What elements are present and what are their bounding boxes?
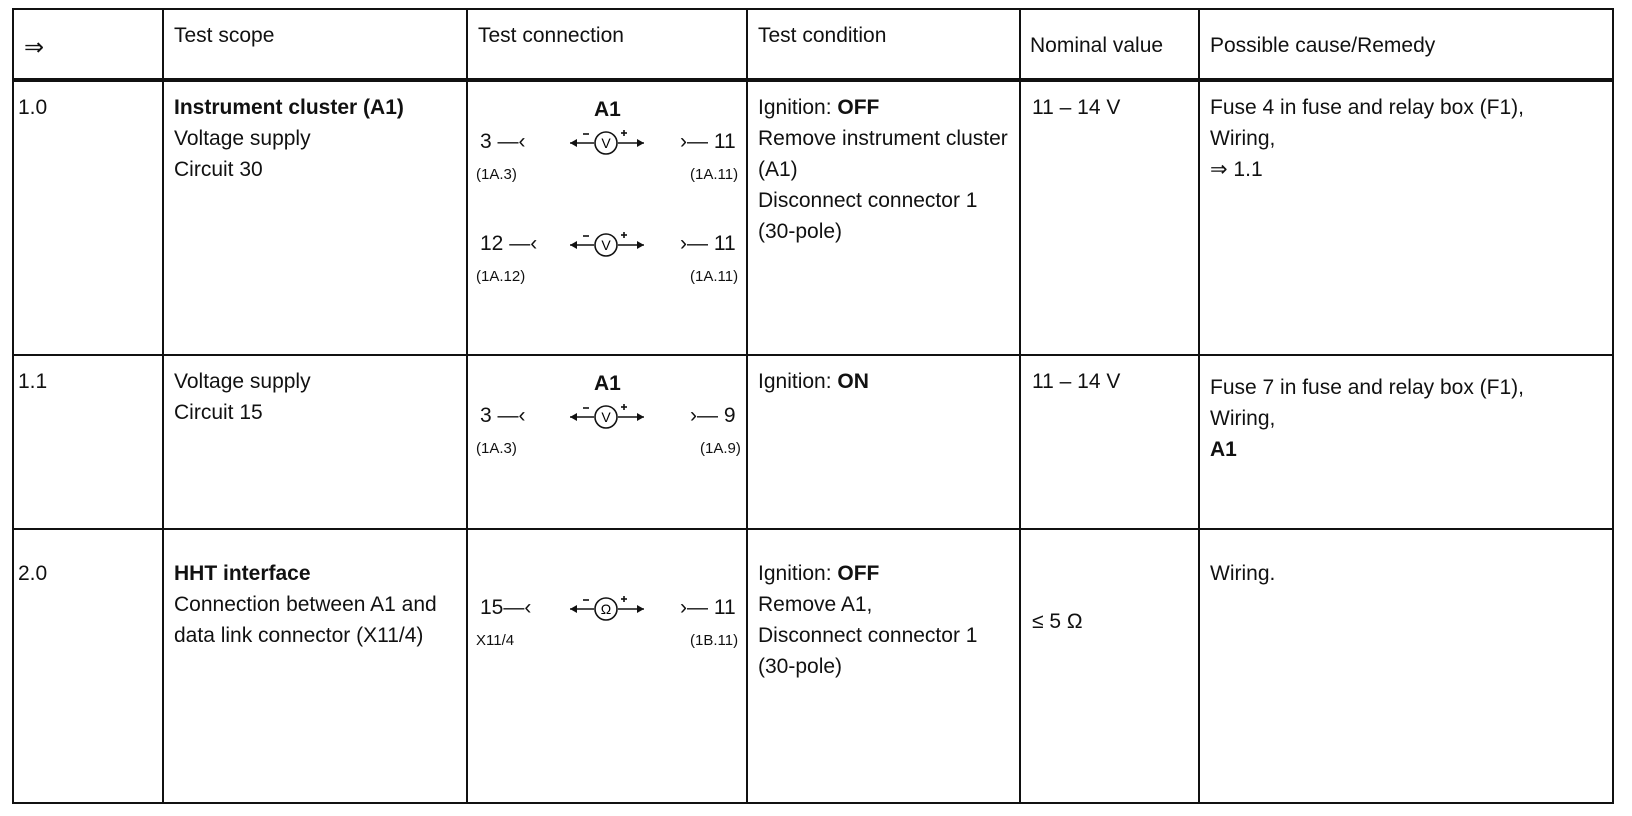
pin-number: 3 (480, 130, 492, 153)
nominal-value: 11 – 14 V (1032, 96, 1121, 119)
scope-line: Circuit 15 (174, 401, 263, 424)
scope-line: Voltage supply (174, 370, 311, 393)
left-pin-ref: X11/4 (476, 632, 515, 649)
voltmeter-icon (568, 402, 646, 432)
test-condition (758, 558, 977, 682)
voltmeter-icon (568, 128, 646, 158)
right-pin: ›— 9 (690, 404, 736, 427)
cause-line: Fuse 4 in fuse and relay box (F1), (1210, 96, 1524, 119)
right-pin-ref: (1A.9) (700, 440, 741, 457)
right-pin-ref: (1A.11) (690, 268, 739, 285)
step-number: 2.0 (18, 562, 48, 585)
right-pin-ref: (1B.11) (690, 632, 739, 649)
component-label: A1 (594, 372, 621, 395)
scope-line: data link connector (X11/4) (174, 624, 424, 647)
header-arrow: ⇒ (24, 34, 45, 61)
component-label: A1 (594, 98, 621, 121)
right-pin-ref: (1A.11) (690, 166, 739, 183)
meter-symbol: V (601, 135, 611, 151)
pin-number: 9 (723, 404, 736, 427)
column-divider (746, 10, 748, 802)
scope-title: Instrument cluster (A1) (174, 96, 404, 119)
condition-label: Ignition: (758, 96, 838, 119)
condition-state: ON (837, 370, 869, 393)
condition-line: Disconnect connector 1 (758, 189, 978, 212)
test-connection-diagram (468, 90, 746, 352)
possible-cause (1210, 558, 1275, 589)
cause-line: Fuse 7 in fuse and relay box (F1), (1210, 376, 1524, 399)
cause-component: A1 (1210, 438, 1237, 461)
nominal-value: ≤ 5 Ω (1032, 610, 1083, 633)
header-divider (14, 78, 1612, 82)
condition-line: (30-pole) (758, 220, 843, 243)
header-test-scope: Test scope (174, 24, 275, 47)
right-pin: ›— 11 (680, 596, 736, 619)
condition-line: Remove instrument cluster (758, 127, 1008, 150)
test-condition (758, 92, 1008, 247)
condition-state: OFF (837, 96, 880, 119)
left-pin-ref: (1A.12) (476, 268, 526, 285)
ohmmeter-icon (568, 594, 646, 624)
condition-line: (30-pole) (758, 655, 843, 678)
step-number: 1.0 (18, 96, 48, 119)
pin-number: 11 (713, 596, 736, 619)
right-pin: ›— 11 (680, 130, 736, 153)
condition-label: Ignition: (758, 562, 838, 585)
voltmeter-icon (568, 230, 646, 260)
header-test-connection: Test connection (478, 24, 624, 47)
left-pin-ref: (1A.3) (476, 440, 517, 457)
test-connection-diagram (468, 556, 746, 804)
column-divider (1198, 10, 1200, 802)
scope-title: HHT interface (174, 562, 311, 585)
left-pin-ref: (1A.3) (476, 166, 517, 183)
test-scope (174, 366, 311, 428)
pin-number: 12 (480, 232, 504, 255)
condition-line: Remove A1, (758, 593, 873, 616)
pin-number: 3 (480, 404, 492, 427)
right-pin: ›— 11 (680, 232, 736, 255)
scope-line: Connection between A1 and (174, 593, 437, 616)
condition-label: Ignition: (758, 370, 838, 393)
cause-reference: ⇒ 1.1 (1210, 158, 1263, 181)
left-pin: 3 —‹ (480, 404, 526, 427)
meter-symbol: V (601, 237, 611, 253)
left-pin: 3 —‹ (480, 130, 526, 153)
possible-cause (1210, 372, 1524, 465)
header-possible-cause: Possible cause/Remedy (1210, 34, 1436, 57)
cause-line: Wiring, (1210, 127, 1276, 150)
test-table (12, 8, 1614, 804)
possible-cause (1210, 92, 1524, 185)
pin-number: 11 (713, 130, 736, 153)
scope-line: Circuit 30 (174, 158, 263, 181)
cause-line: Wiring, (1210, 407, 1276, 430)
step-number: 1.1 (18, 370, 48, 393)
test-scope (174, 92, 404, 185)
row-divider (14, 528, 1612, 530)
scope-line: Voltage supply (174, 127, 311, 150)
left-pin: 15—‹ (480, 596, 532, 619)
row-divider (14, 354, 1612, 356)
header-test-condition: Test condition (758, 24, 887, 47)
test-scope (174, 558, 437, 651)
meter-symbol: Ω (600, 601, 612, 617)
meter-symbol: V (601, 409, 611, 425)
left-pin: 12 —‹ (480, 232, 538, 255)
column-divider (1019, 10, 1021, 802)
condition-line: (A1) (758, 158, 798, 181)
condition-state: OFF (837, 562, 880, 585)
test-condition (758, 366, 869, 397)
nominal-value: 11 – 14 V (1032, 370, 1121, 393)
condition-line: Disconnect connector 1 (758, 624, 978, 647)
cause-line: Wiring. (1210, 562, 1276, 585)
header-nominal-value: Nominal value (1030, 34, 1164, 57)
pin-number: 11 (713, 232, 736, 255)
column-divider (162, 10, 164, 802)
test-connection-diagram (468, 364, 746, 526)
pin-number: 15 (480, 596, 504, 619)
